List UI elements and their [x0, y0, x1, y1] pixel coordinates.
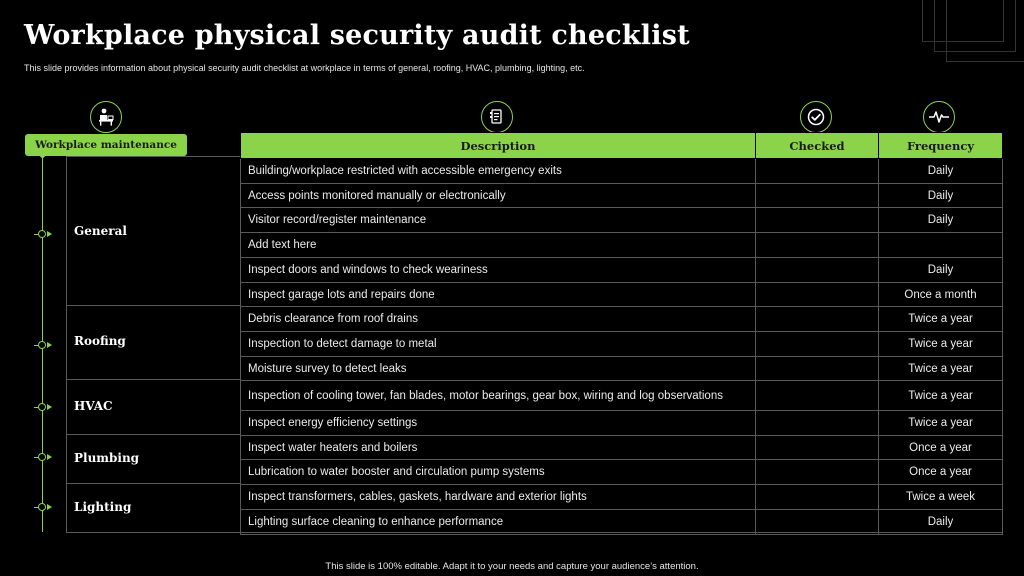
frequency-cell: Twice a year — [879, 332, 1003, 357]
description-cell: Lighting surface cleaning to enhance performance — [241, 510, 756, 535]
checked-cell[interactable] — [756, 283, 879, 307]
table-row — [241, 184, 1003, 208]
checked-cell[interactable] — [756, 233, 879, 258]
frequency-cell: Daily — [879, 258, 1003, 283]
table-row — [241, 208, 1003, 233]
frequency-cell: Twice a week — [879, 485, 1003, 510]
checked-cell[interactable] — [756, 485, 879, 510]
column-header-checked: Checked — [756, 133, 879, 159]
checked-cell[interactable] — [756, 411, 879, 436]
checked-cell[interactable] — [756, 258, 879, 283]
checked-cell[interactable] — [756, 436, 879, 460]
description-cell: Inspection to detect damage to metal — [241, 332, 756, 357]
checked-cell[interactable] — [756, 307, 879, 332]
worker-desk-icon — [90, 101, 122, 133]
document-list-icon — [481, 101, 513, 133]
workplace-maintenance-header: Workplace maintenance — [25, 134, 187, 156]
column-header-description: Description — [241, 133, 756, 159]
description-cell: Inspect energy efficiency settings — [241, 411, 756, 436]
category-label-general: General — [74, 224, 127, 238]
table-row — [241, 233, 1003, 258]
checked-cell[interactable] — [756, 357, 879, 381]
frequency-cell: Once a year — [879, 436, 1003, 460]
category-label-hvac: HVAC — [74, 399, 113, 413]
timeline-node — [38, 503, 46, 511]
description-cell[interactable]: Add text here — [241, 233, 756, 258]
timeline-node — [38, 403, 46, 411]
timeline-start-node — [40, 153, 45, 158]
check-badge-icon — [800, 101, 832, 133]
page-title: Workplace physical security audit checklist — [24, 20, 690, 51]
table-row — [241, 436, 1003, 460]
description-cell: Lubrication to water booster and circulation pump systems — [241, 460, 756, 485]
checked-cell[interactable] — [756, 159, 879, 184]
frequency-cell: Twice a year — [879, 357, 1003, 381]
frequency-cell: Daily — [879, 208, 1003, 233]
category-label-lighting: Lighting — [74, 500, 132, 514]
page-subtitle: This slide provides information about physical security audit checklist at workplace in terms of general, roofing, HVAC, plumbing, lighting, etc. — [24, 63, 585, 73]
timeline-node — [38, 453, 46, 461]
description-cell: Moisture survey to detect leaks — [241, 357, 756, 381]
column-header-frequency: Frequency — [879, 133, 1003, 159]
timeline-node — [38, 230, 46, 238]
timeline-arrow — [47, 504, 52, 510]
category-label-roofing: Roofing — [74, 334, 126, 348]
table-row — [241, 332, 1003, 357]
description-cell: Visitor record/register maintenance — [241, 208, 756, 233]
table-row — [241, 510, 1003, 535]
description-cell: Building/workplace restricted with accessible emergency exits — [241, 159, 756, 184]
frequency-cell: Once a month — [879, 283, 1003, 307]
table-row — [241, 283, 1003, 307]
frequency-cell: Once a year — [879, 460, 1003, 485]
checked-cell[interactable] — [756, 381, 879, 411]
timeline-arrow — [47, 342, 52, 348]
table-row — [241, 357, 1003, 381]
category-label-plumbing: Plumbing — [74, 451, 140, 465]
frequency-cell: Daily — [879, 159, 1003, 184]
table-row — [241, 381, 1003, 411]
frequency-cell: Daily — [879, 510, 1003, 535]
description-cell: Inspect doors and windows to check weariness — [241, 258, 756, 283]
checked-cell[interactable] — [756, 510, 879, 535]
frequency-cell: Twice a year — [879, 307, 1003, 332]
checked-cell[interactable] — [756, 332, 879, 357]
description-cell: Inspect water heaters and boilers — [241, 436, 756, 460]
table-row — [241, 307, 1003, 332]
checked-cell[interactable] — [756, 460, 879, 485]
timeline-arrow — [47, 454, 52, 460]
table-bottom-border — [66, 532, 1002, 533]
pulse-icon — [923, 101, 955, 133]
table-row — [241, 485, 1003, 510]
frequency-cell: Twice a year — [879, 381, 1003, 411]
decorative-frame — [946, 0, 1024, 62]
footer-note: This slide is 100% editable. Adapt it to your needs and capture your audience’s attention. — [325, 561, 699, 572]
audit-checklist-table — [240, 132, 1003, 535]
frequency-cell: Twice a year — [879, 411, 1003, 436]
timeline-arrow — [47, 404, 52, 410]
frequency-cell: Daily — [879, 184, 1003, 208]
checked-cell[interactable] — [756, 184, 879, 208]
table-row — [241, 258, 1003, 283]
table-row — [241, 411, 1003, 436]
checked-cell[interactable] — [756, 208, 879, 233]
description-cell: Inspect transformers, cables, gaskets, hardware and exterior lights — [241, 485, 756, 510]
description-cell: Debris clearance from roof drains — [241, 307, 756, 332]
timeline-arrow — [47, 231, 52, 237]
frequency-cell — [879, 233, 1003, 258]
description-cell: Access points monitored manually or electronically — [241, 184, 756, 208]
description-cell: Inspect garage lots and repairs done — [241, 283, 756, 307]
table-row — [241, 460, 1003, 485]
table-header-row — [241, 133, 1003, 159]
timeline-node — [38, 341, 46, 349]
table-row — [241, 159, 1003, 184]
description-cell: Inspection of cooling tower, fan blades, motor bearings, gear box, wiring and log observations — [241, 381, 756, 411]
